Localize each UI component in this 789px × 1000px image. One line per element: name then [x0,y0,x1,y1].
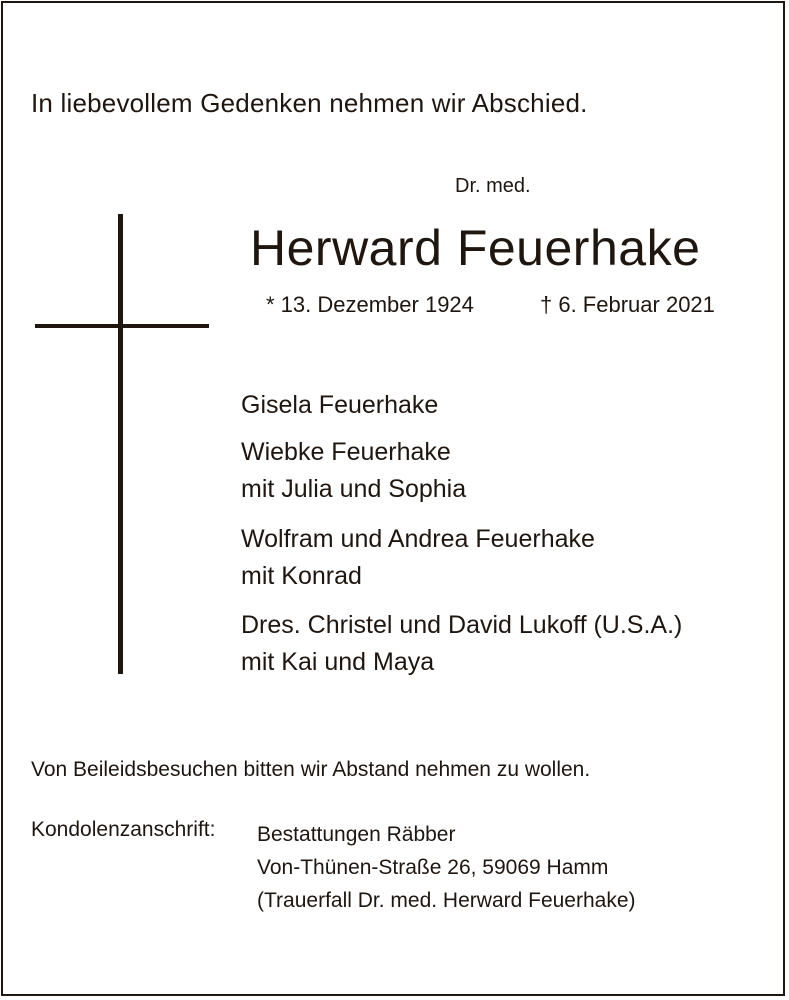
birth-date: * 13. Dezember 1924 [266,292,474,317]
address-line: Bestattungen Räbber [257,823,456,846]
condolence-notice: Von Beileidsbesuchen bitten wir Abstand nehmen zu wollen. [31,758,591,781]
family-line: Gisela Feuerhake [241,391,439,419]
family-group [241,521,595,595]
intro-text: In liebevollem Gedenken nehmen wir Abschied. [31,88,588,118]
cross-vertical-bar [118,214,123,674]
deceased-title: Dr. med. [455,175,531,197]
family-line: mit Konrad [241,562,362,590]
family-line: mit Julia und Sophia [241,475,467,503]
family-line: Wiebke Feuerhake [241,438,451,466]
family-line: Wolfram und Andrea Feuerhake [241,525,595,553]
deceased-name: Herward Feuerhake [250,220,701,276]
family-line: Dres. Christel und David Lukoff (U.S.A.) [241,611,683,639]
address-line: (Trauerfall Dr. med. Herward Feuerhake) [257,889,636,912]
cross-horizontal-bar [35,324,209,328]
family-group [241,387,438,424]
address-line: Von-Thünen-Straße 26, 59069 Hamm [257,856,609,879]
condolence-address [257,818,636,917]
condolence-label: Kondolenzanschrift: [31,818,216,841]
death-date: † 6. Februar 2021 [540,292,715,317]
family-group [241,434,466,508]
family-group [241,607,682,681]
family-line: mit Kai und Maya [241,648,435,676]
